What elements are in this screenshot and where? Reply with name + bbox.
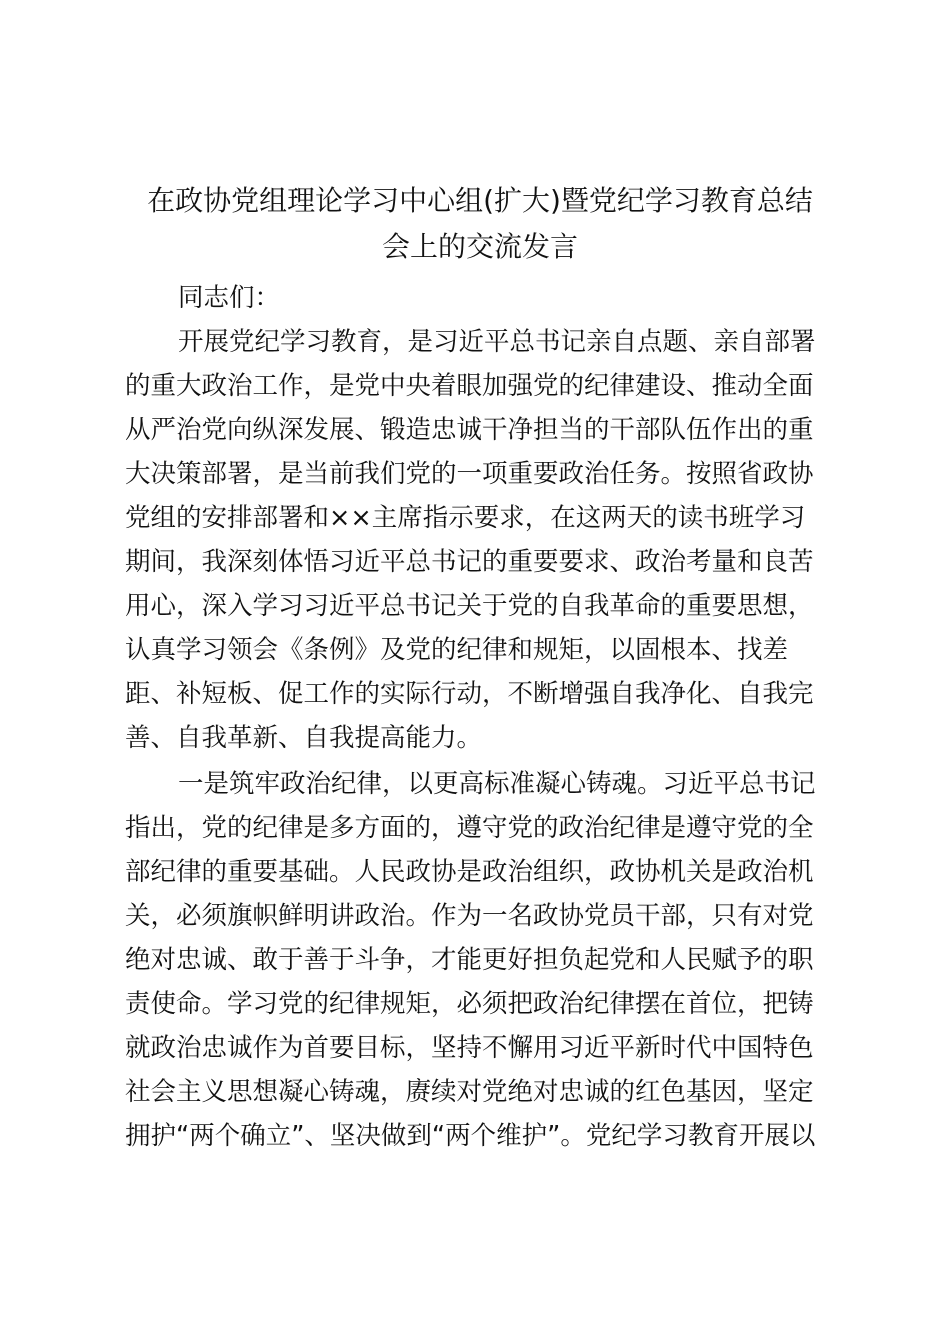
- paragraph-2-line: 关，必须旗帜鲜明讲政治。作为一名政协党员干部，只有对党: [125, 901, 814, 931]
- paragraph-2-line: 指出，党的纪律是多方面的，遵守党的政治纪律是遵守党的全: [125, 813, 814, 843]
- paragraph-1-line: 善、自我革新、自我提高能力。: [125, 723, 483, 753]
- paragraph-1-line: 党组的安排部署和××主席指示要求，在这两天的读书班学习: [125, 503, 806, 533]
- paragraph-1-line: 开展党纪学习教育，是习近平总书记亲自点题、亲自部署: [178, 327, 816, 357]
- title-line-2: 会上的交流发言: [381, 230, 578, 263]
- paragraph-2-line: 拥护“两个确立”、坚决做到“两个维护”。党纪学习教育开展以: [125, 1121, 816, 1151]
- paragraph-2-line: 责使命。学习党的纪律规矩，必须把政治纪律摆在首位，把铸: [125, 989, 814, 1019]
- title-line-1: 在政协党组理论学习中心组(扩大)暨党纪学习教育总结: [147, 184, 813, 217]
- paragraph-1-line: 的重大政治工作，是党中央着眼加强党的纪律建设、推动全面: [125, 371, 814, 401]
- salutation: 同志们：: [178, 283, 281, 313]
- paragraph-2-line: 社会主义思想凝心铸魂，赓续对党绝对忠诚的红色基因，坚定: [125, 1077, 814, 1107]
- paragraph-2-line: 一是筑牢政治纪律，以更高标准凝心铸魂。习近平总书记: [178, 769, 816, 799]
- paragraph-1-line: 认真学习领会《条例》及党的纪律和规矩，以固根本、找差: [125, 635, 789, 665]
- paragraph-1-line: 用心，深入学习习近平总书记关于党的自我革命的重要思想，: [125, 591, 814, 621]
- paragraph-1-line: 大决策部署，是当前我们党的一项重要政治任务。按照省政协: [125, 459, 814, 489]
- paragraph-1-line: 从严治党向纵深发展、锻造忠诚干净担当的干部队伍作出的重: [125, 415, 814, 445]
- paragraph-1-line: 期间，我深刻体悟习近平总书记的重要要求、政治考量和良苦: [125, 547, 814, 577]
- document-title: [130, 178, 830, 270]
- paragraph-2-line: 绝对忠诚、敢于善于斗争，才能更好担负起党和人民赋予的职: [125, 945, 814, 975]
- paragraph-2-line: 就政治忠诚作为首要目标，坚持不懈用习近平新时代中国特色: [125, 1033, 814, 1063]
- paragraph-2-line: 部纪律的重要基础。人民政协是政治组织，政协机关是政治机: [125, 857, 814, 887]
- paragraph-1-line: 距、补短板、促工作的实际行动，不断增强自我净化、自我完: [125, 679, 814, 709]
